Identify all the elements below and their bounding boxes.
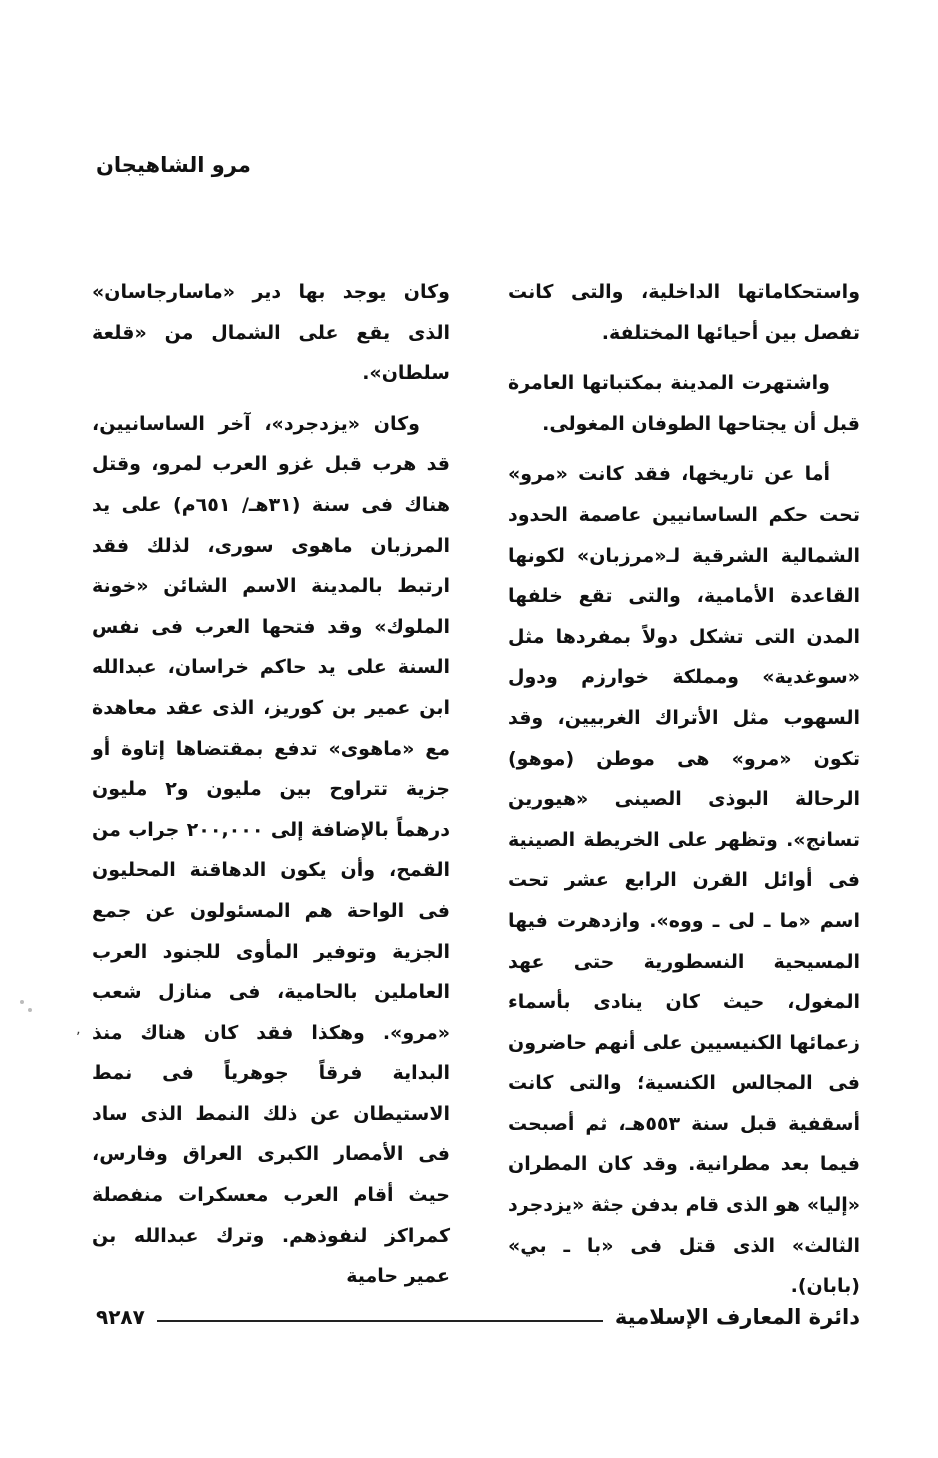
right-column	[508, 272, 860, 1307]
paragraph: وكان «يزدجرد»، آخر الساسانيين، قد هرب قبل غزو العرب لمرو، وقتل هناك فى سنة (٣١هـ/ ٦٥١م) على يد المرزبان ماهوى سورى، لذلك فقد ارتبط بالمدينة الاسم الشائن «خونة الملوك» وقد فتحها العرب فى نفس السنة على يد حاكم خراسان، عبدالله ابن عمير بن كوريز، الذى عقد معاهدة مع «ماهوى» تدفع بمقتضاها إتاوة أو جزية تتراوح بين مليون و٢ مليون درهماً بالإضافة إلى ٢٠٠,٠٠٠ جراب من القمح، وأن يكون الدهاقنة المحليون فى الواحة هم المسئولون عن جمع الجزية وتوفير المأوى للجنود العرب العاملين بالحامية، فى منازل شعب «مرو». وهكذا فقد كان هناك منذ البداية فرقاً جوهرياً فى نمط الاستيطان عن ذلك النمط الذى ساد فى الأمصار الكبرى العراق وفارس، حيث أقام العرب معسكرات منفصلة كمراكز لنفوذهم. وترك عبدالله بن عمير حامية	[92, 412, 450, 1288]
page-number: ٩٢٨٧	[96, 1305, 145, 1329]
paragraph: وكان يوجد بها دير «ماسارجاسان» الذى يقع على الشمال من «قلعة سلطان».	[92, 281, 450, 385]
encyclopedia-title: دائرة المعارف الإسلامية	[614, 1305, 860, 1329]
margin-speck-icon	[20, 1000, 24, 1004]
paragraph: واستحكاماتها الداخلية، والتى كانت تفصل بين أحيائها المختلفة.	[508, 281, 860, 344]
running-title: مرو الشاهيجان	[96, 153, 251, 177]
paragraph: أما عن تاريخها، فقد كانت «مرو» تحت حكم الساسانيين عاصمة الحدود الشمالية الشرقية لـ«مرزبان» لكونها القاعدة الأمامية، والتى تقع خلفها المدن التى تشكل دولاً بمفردها مثل «سوغدية» ومملكة خوارزم ودول السهوب مثل الأتراك الغربيين، وقد تكون «مرو» هى موطن (موهو) الرحالة البوذى الصينى «هيورين تسانج». وتظهر على الخريطة الصينية فى أوائل القرن الرابع عشر تحت اسم «ما ـ لى ـ ووه». وازدهرت فيها المسيحية النسطورية حتى عهد المغول، حيث كان ينادى بأسماء زعمائها الكنيسيين على أنهم حاضرون فى المجالس الكنسية؛ والتى كانت أسقفية قبل سنة ٥٥٣هـ، ثم أصبحت فيما بعد مطرانية. وقد كان المطران «إليا» هو الذى قام بدفن جثة «يزدجرد الثالث» الذى قتل فى «با ـ بي» (بابان).	[508, 463, 860, 1298]
left-column	[92, 272, 450, 1297]
margin-speck-icon	[28, 1008, 32, 1012]
paragraph: واشتهرت المدينة بمكتباتها العامرة قبل أن يجتاحها الطوفان المغولى.	[508, 372, 860, 435]
footer-rule	[157, 1320, 603, 1322]
page-footer	[96, 1300, 860, 1334]
stray-mark-icon: ʼ	[76, 1030, 81, 1046]
